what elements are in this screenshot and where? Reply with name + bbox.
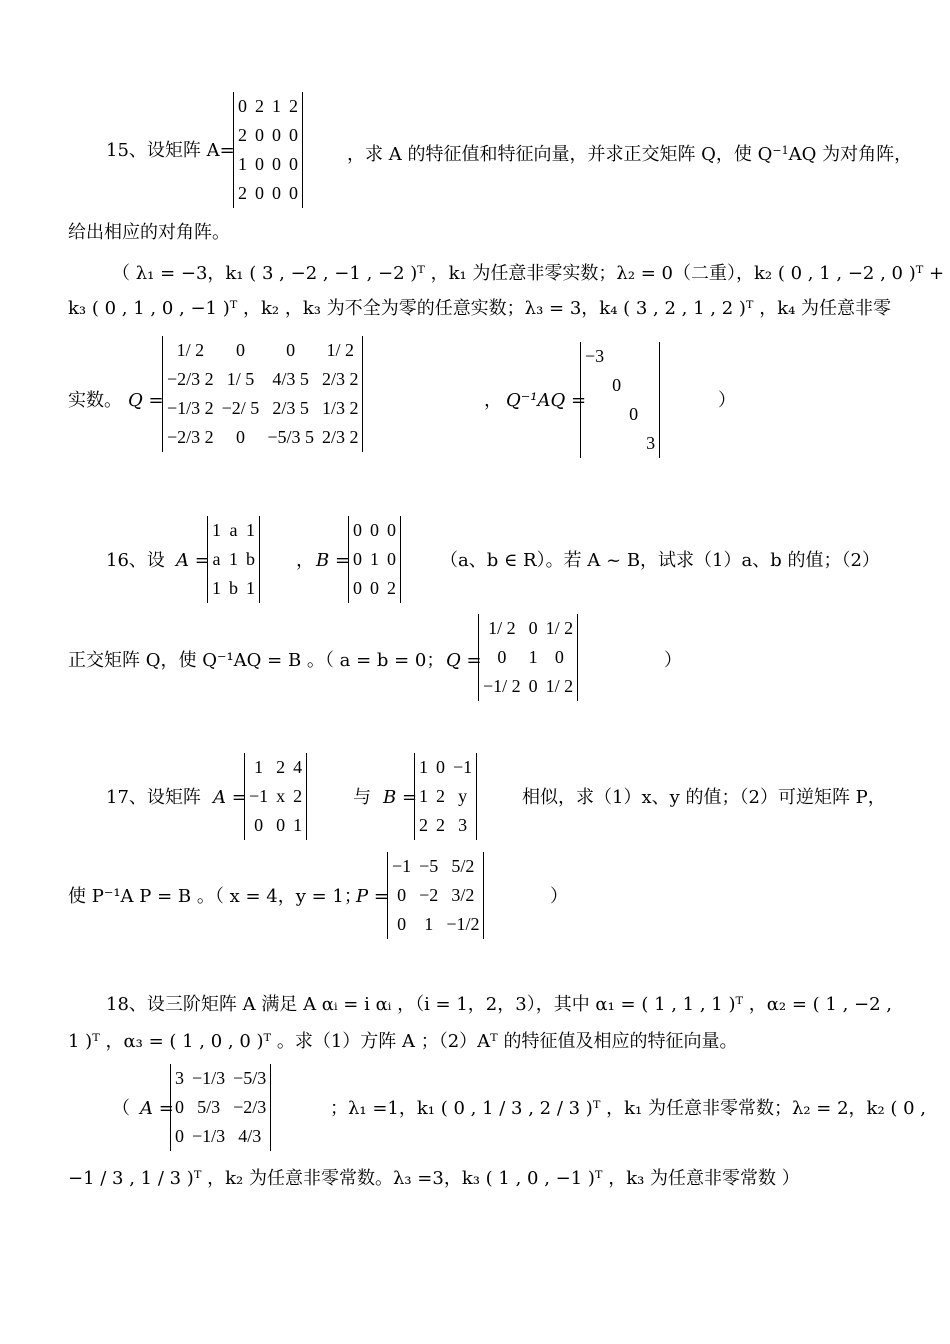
p18-matrix-A [170,1064,271,1151]
p15-answer-line1: （ λ₁ = −3，k₁ ( 3 , −2 , −1 , −2 )ᵀ ，k₁ 为任意非零实数；λ₂ = 0（二重），k₂ ( 0 , 1 , −2 , 0 )ᵀ + [112,263,945,284]
matrix-cell: 2 [293,786,303,806]
matrix-cell: 0 [629,404,639,424]
matrix-cell: 0 [387,549,396,569]
matrix-cell: 1 [238,154,247,174]
matrix-cell: 1/ 5 [226,369,255,389]
matrix-cell: 2 [419,815,428,835]
p15-question-cont: 给出相应的对角阵。 [68,222,230,243]
matrix-cell: −1/ 2 [483,676,521,696]
matrix-cell [608,429,625,458]
p18-line1: 18、设三阶矩阵 A 满足 A αᵢ = i αᵢ ，（i = 1，2，3），其中 α₁ = ( 1 , 1 , 1 )ᵀ ，α₂ = ( 1 , −2 , [106,994,893,1015]
matrix-table [233,92,303,208]
matrix-row [245,753,307,782]
matrix-cell: 0 [289,183,298,203]
matrix-cell: 1/ 2 [176,340,205,360]
matrix-cell: 2 [276,757,286,777]
p15-answer-line2: k₃ ( 0 , 1 , 0 , −1 )ᵀ ，k₂ ，k₃ 为不全为零的任意实数；λ₃ = 3，k₄ ( 3 , 2 , 1 , 2 )ᵀ ，k₄ 为任意非零 [68,298,892,319]
p17-P-label: P = [356,886,389,907]
p18-A-label: A = [140,1098,174,1119]
matrix-row [349,545,401,574]
matrix-cell: 0 [554,647,564,667]
matrix-row [171,1093,271,1122]
matrix-cell: −2/3 [233,1097,267,1117]
matrix-cell: 2 [238,183,247,203]
matrix-cell: −1/3 [192,1068,226,1088]
matrix-cell: 5/3 [197,1097,221,1117]
p16-close: ） [664,650,682,671]
matrix-row [388,852,484,881]
matrix-row [581,342,660,371]
matrix-cell: −3 [585,346,605,366]
matrix-cell: 1 [212,578,221,598]
p17-A-label: A = [213,787,247,808]
p17-question: 相似，求（1）x、y 的值；（2）可逆矩阵 P， [522,787,886,808]
matrix-row [208,545,260,574]
matrix-table [207,516,260,603]
matrix-cell: 0 [387,520,396,540]
matrix-cell: x [276,786,286,806]
matrix-cell: 0 [255,125,264,145]
matrix-cell [625,429,642,458]
p16-Q-label: Q = [446,650,482,671]
p16-comma: ， [296,550,314,571]
matrix-table [387,852,484,939]
p15-D-label: Q⁻¹AQ = [506,390,587,411]
matrix-row [234,150,303,179]
matrix-cell: b [229,578,238,598]
matrix-cell: 1/3 2 [321,398,359,418]
matrix-row [479,614,578,643]
matrix-cell: 2 [255,96,264,116]
matrix-cell: 0 [255,183,264,203]
p16-matrix-B [348,516,401,603]
matrix-cell: −1 [392,856,412,876]
p17-matrix-P [387,852,484,939]
matrix-row [234,92,303,121]
matrix-cell: 5/2 [451,856,475,876]
p17-matrix-A [244,753,307,840]
matrix-cell: b [246,549,255,569]
matrix-row [388,881,484,910]
matrix-cell: 3 [175,1068,184,1088]
matrix-cell: 1 [293,815,303,835]
matrix-cell: 1 [212,520,221,540]
matrix-row [163,394,363,423]
matrix-table [170,1064,271,1151]
matrix-cell: 1/ 2 [545,676,574,696]
matrix-cell: −5/3 [233,1068,267,1088]
matrix-cell: 0 [175,1126,184,1146]
matrix-cell: 2 [436,786,445,806]
p15-number: 15、设矩阵 A= [106,140,235,161]
matrix-cell [642,342,660,371]
p15-matrix-A [233,92,303,208]
matrix-cell: 0 [370,520,379,540]
matrix-cell: 0 [397,885,407,905]
matrix-cell: 0 [289,125,298,145]
matrix-row [163,365,363,394]
matrix-cell: 1 [528,647,538,667]
matrix-cell [642,371,660,400]
matrix-cell: −2 [419,885,439,905]
p17-matrix-B [414,753,477,840]
matrix-row [479,643,578,672]
matrix-cell [625,342,642,371]
matrix-cell: 0 [272,183,281,203]
matrix-row [581,429,660,458]
matrix-row [415,753,477,782]
matrix-cell: −1/3 [192,1126,226,1146]
matrix-cell: 3 [646,433,656,453]
matrix-cell: −1 [249,786,269,806]
p15-answer-label: 实数。 [68,390,122,411]
matrix-cell: 4/3 [238,1126,262,1146]
matrix-cell: 1 [419,786,428,806]
matrix-cell: 0 [436,757,445,777]
matrix-cell: 1/ 2 [326,340,354,360]
matrix-row [388,910,484,939]
matrix-cell: 2 [436,815,445,835]
p15-question [347,140,912,166]
matrix-cell: −1 [453,757,473,777]
matrix-row [208,516,260,545]
matrix-cell: 1 [246,578,255,598]
matrix-cell: 4 [293,757,303,777]
matrix-cell: y [458,786,468,806]
p16-question-cont: 正交矩阵 Q，使 Q⁻¹AQ = B 。（ a = b = 0； [68,650,445,671]
matrix-cell: 0 [175,1097,184,1117]
p15-comma: ， [484,390,502,411]
matrix-cell: 0 [528,676,538,696]
matrix-row [245,811,307,840]
matrix-cell: 2/3 2 [321,369,359,389]
p16-matrix-A [207,516,260,603]
p15-question-b: AQ 为对角阵， [788,144,913,165]
matrix-cell: −5/3 5 [267,427,314,447]
matrix-cell: 0 [497,647,507,667]
matrix-cell: 2 [238,125,247,145]
matrix-cell: 2/3 2 [321,427,359,447]
p17-with: 与 [353,787,371,808]
matrix-cell: 1 [246,520,255,540]
matrix-cell: 0 [235,340,245,360]
matrix-cell: 1 [424,914,434,934]
matrix-cell: 1/ 2 [545,618,574,638]
matrix-cell: 2/3 5 [272,398,309,418]
p18-open: （ [112,1098,130,1119]
p15-matrix-D [580,342,660,458]
matrix-cell: 0 [254,815,264,835]
matrix-cell [581,371,609,400]
matrix-row [171,1122,271,1151]
matrix-row [245,782,307,811]
matrix-cell [581,429,609,458]
matrix-cell: 3 [458,815,468,835]
matrix-cell: 0 [286,340,296,360]
matrix-row [349,516,401,545]
p15-Q-label: Q = [128,390,164,411]
matrix-cell: −2/3 2 [167,427,214,447]
matrix-cell: 0 [397,914,407,934]
p17-number: 17、设矩阵 [106,787,201,808]
matrix-row [479,672,578,701]
matrix-cell: a [229,520,238,540]
p17-B-label: B = [383,787,418,808]
matrix-cell: 4/3 5 [272,369,309,389]
matrix-cell: 1 [254,757,264,777]
matrix-cell: 2 [387,578,396,598]
matrix-cell: 0 [289,154,298,174]
matrix-table [348,516,401,603]
matrix-row [234,179,303,208]
matrix-row [171,1064,271,1093]
matrix-row [208,574,260,603]
matrix-cell: 0 [612,375,622,395]
matrix-cell: 1 [229,549,238,569]
matrix-cell: −1/2 [446,914,480,934]
matrix-row [349,574,401,603]
matrix-cell: 0 [272,125,281,145]
matrix-table [244,753,307,840]
p15-matrix-Q [162,336,363,452]
matrix-cell [608,400,625,429]
p17-close: ） [550,886,568,907]
matrix-table [414,753,477,840]
matrix-table [580,342,660,458]
matrix-row [163,336,363,365]
p15-question-a: ，求 A 的特征值和特征向量，并求正交矩阵 Q，使 Q [347,144,773,165]
matrix-cell [625,371,642,400]
matrix-table [478,614,578,701]
p16-number: 16、设 [106,550,165,571]
matrix-cell: 0 [353,549,362,569]
p16-question: （a、b ∈ R）。若 A ~ B，试求（1）a、b 的值；（2） [440,550,880,571]
p16-matrix-Q [478,614,578,701]
matrix-cell: −2/3 2 [167,369,214,389]
p18-answer-line1: ；λ₁ =1，k₁ ( 0 , 1 / 3 , 2 / 3 )ᵀ ，k₁ 为任意非零常数；λ₂ = 2，k₂ ( 0 , [330,1098,927,1119]
p15-close: ） [718,390,736,411]
matrix-row [234,121,303,150]
matrix-cell: 0 [276,815,286,835]
matrix-cell: 0 [272,154,281,174]
matrix-cell: 0 [255,154,264,174]
matrix-row [581,371,660,400]
matrix-cell [608,342,625,371]
p16-B-label: B = [316,550,351,571]
matrix-cell: −2/ 5 [221,398,260,418]
matrix-cell: 1 [370,549,379,569]
p16-A-label: A = [176,550,210,571]
matrix-row [581,400,660,429]
matrix-cell [642,400,660,429]
matrix-cell: 3/2 [451,885,475,905]
matrix-cell: 0 [370,578,379,598]
matrix-table [162,336,363,452]
matrix-cell: 2 [289,96,298,116]
matrix-cell: −1/3 2 [167,398,214,418]
matrix-row [415,811,477,840]
p15-inverse-sup: −1 [772,144,789,157]
matrix-cell: −5 [419,856,439,876]
matrix-cell: 0 [238,96,247,116]
matrix-row [415,782,477,811]
matrix-cell: 1 [272,96,281,116]
matrix-row [163,423,363,452]
matrix-cell: 0 [528,618,538,638]
p17-question-cont: 使 P⁻¹A P = B 。（ x = 4，y = 1； [68,886,362,907]
matrix-cell: 0 [353,520,362,540]
matrix-cell [581,400,609,429]
matrix-cell: 0 [353,578,362,598]
matrix-cell: 1 [419,757,428,777]
matrix-cell: 1/ 2 [488,618,516,638]
p18-line2: 1 )ᵀ ，α₃ = ( 1 , 0 , 0 )ᵀ 。求（1）方阵 A ；（2）Aᵀ 的特征值及相应的特征向量。 [68,1031,738,1052]
matrix-cell: 0 [235,427,245,447]
p18-answer-line2: −1 / 3 , 1 / 3 )ᵀ ，k₂ 为任意非零常数。λ₃ =3，k₃ ( 1 , 0 , −1 )ᵀ ，k₃ 为任意非零常数 ） [68,1168,800,1189]
matrix-cell: a [212,549,221,569]
